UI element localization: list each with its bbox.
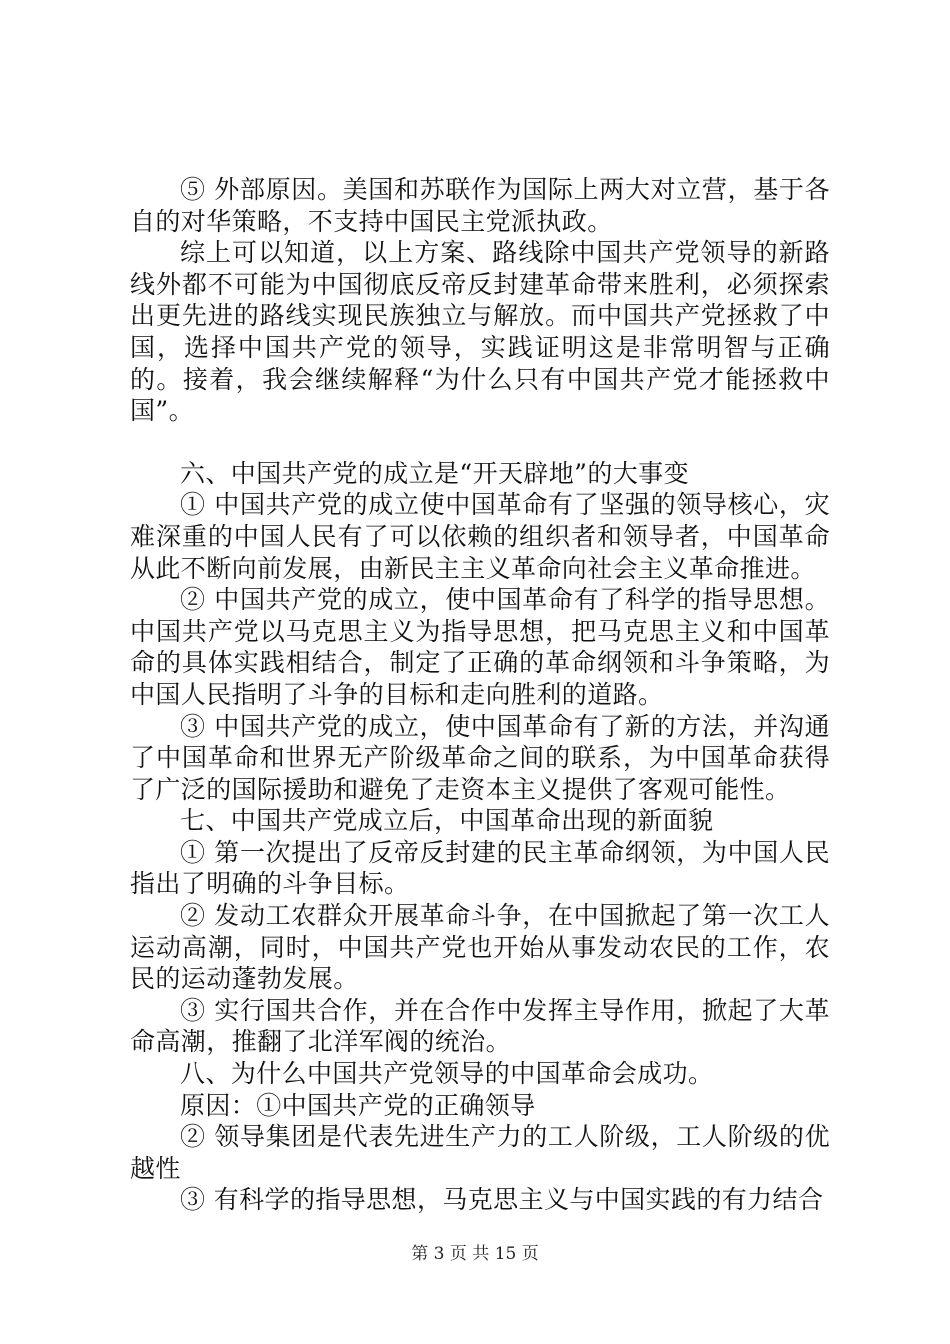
page-number-footer: 第 3 页 共 15 页 (411, 1244, 539, 1264)
list-item-6-3: ③ 中国共产党的成立，使中国革命有了新的方法，并沟通了中国革命和世界无产阶级革命之间的联系，为中国革命获得了广泛的国际援助和避免了走资本主义提供了客观可能性。 (130, 711, 830, 804)
list-item-6-2: ② 中国共产党的成立，使中国革命有了科学的指导思想。中国共产党以马克思主义为指导思想，把马克思主义和中国革命的具体实践相结合，制定了正确的革命纲领和斗争策略，为中国人民指明了斗争的目标和走向胜利的道路。 (130, 585, 830, 709)
list-item-8-3: ③ 有科学的指导思想，马克思主义与中国实践的有力结合 (180, 1185, 824, 1215)
list-item-7-3: ③ 实行国共合作，并在合作中发挥主导作用，掀起了大革命高潮，推翻了北洋军阀的统治。 (130, 995, 830, 1057)
paragraph-external-reasons: ⑤ 外部原因。美国和苏联作为国际上两大对立营，基于各自的对华策略，不支持中国民主党派执政。 (130, 175, 830, 236)
heading-section-7: 七、中国共产党成立后，中国革命出现的新面貌 (180, 806, 714, 836)
paragraph-summary: 综上可以知道，以上方案、路线除中国共产党领导的新路线外都不可能为中国彻底反帝反封建革命带来胜利，必须探索出更先进的路线实现民族独立与解放。而中国共产党拯救了中国，选择中国共产党的领导，实践证明这是非常明智与正确的。接着，我会继续解释“为什么只有中国共产党才能拯救中国”。 (130, 238, 830, 426)
section-gap (130, 427, 830, 458)
heading-section-8: 八、为什么中国共产党领导的中国革命会成功。 (180, 1059, 714, 1089)
list-item-8-2: ② 领导集团是代表先进生产力的工人阶级，工人阶级的优越性 (130, 1122, 830, 1183)
heading-section-6: 六、中国共产党的成立是“开天辟地”的大事变 (180, 458, 689, 488)
document-body (130, 174, 830, 1216)
list-item-7-1: ① 第一次提出了反帝反封建的民主革命纲领，为中国人民指出了明确的斗争目标。 (130, 837, 830, 899)
list-item-6-1: ① 中国共产党的成立使中国革命有了坚强的领导核心，灾难深重的中国人民有了可以依赖的组织者和领导者，中国革命从此不断向前发展，由新民主主义革命向社会主义革命推进。 (130, 490, 830, 583)
list-item-8-1: 原因：①中国共产党的正确领导 (180, 1090, 536, 1120)
list-item-7-2: ② 发动工农群众开展革命斗争，在中国掀起了第一次工人运动高潮，同时，中国共产党也开始从事发动农民的工作，农民的运动蓬勃发展。 (130, 901, 830, 994)
